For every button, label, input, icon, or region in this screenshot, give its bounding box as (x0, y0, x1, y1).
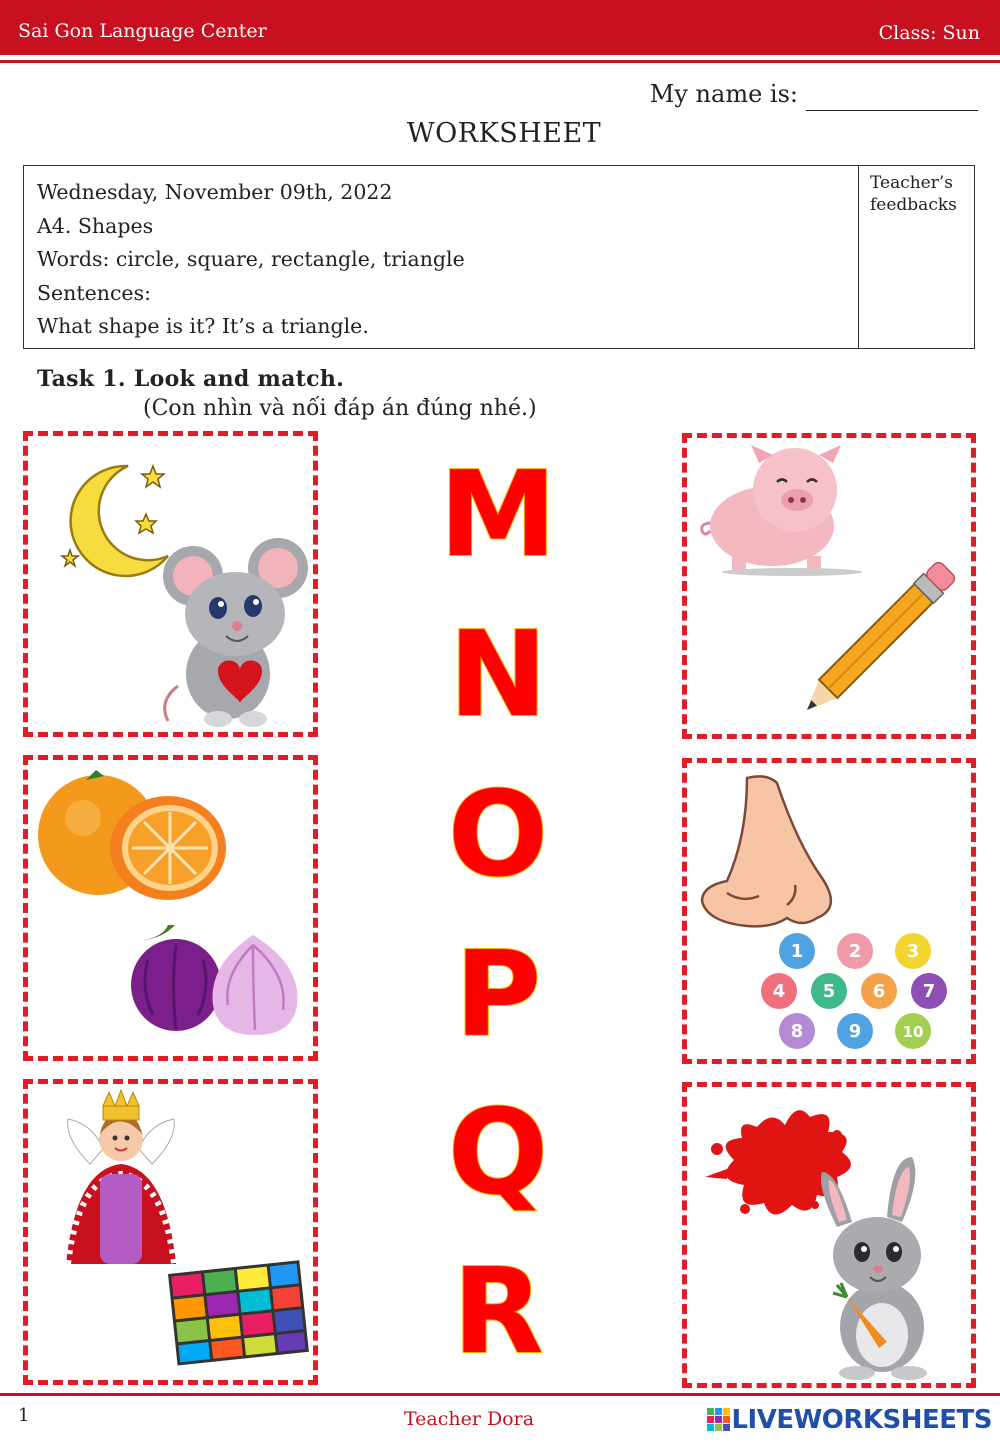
lesson-words: Words: circle, square, rectangle, triangle (37, 247, 465, 271)
name-field[interactable] (650, 80, 978, 111)
name-label: My name is: (649, 80, 798, 108)
lesson-info-box (23, 165, 975, 349)
queen-icon (66, 1090, 176, 1264)
feedback-label-1: Teacher’s (870, 173, 953, 193)
lesson-date: Wednesday, November 09th, 2022 (37, 180, 393, 204)
box-divider (858, 166, 859, 348)
match-card-right-2[interactable] (682, 758, 976, 1064)
number-9: 9 (848, 1021, 862, 1042)
number-3: 3 (906, 941, 920, 962)
pencil-icon (797, 559, 958, 720)
name-blank[interactable] (806, 82, 978, 111)
page-title: WORKSHEET (406, 118, 602, 149)
class-label: Class: Sun (878, 22, 980, 44)
letter-p[interactable]: P (454, 925, 542, 1063)
letter-q[interactable]: Q (447, 1083, 549, 1221)
lesson-sentence: What shape is it? It’s a triangle. (37, 314, 369, 338)
sentences-label: Sentences: (37, 280, 151, 305)
quilt-icon (168, 1260, 309, 1365)
match-card-left-3[interactable] (23, 1079, 318, 1385)
liveworksheets-logo[interactable] (707, 1405, 992, 1435)
page-number: 1 (18, 1405, 30, 1426)
pig-icon (702, 445, 862, 576)
orange-icon (38, 770, 226, 900)
feedback-label-2: feedbacks (870, 195, 957, 215)
number-5: 5 (822, 981, 836, 1002)
center-name: Sai Gon Language Center (18, 20, 267, 42)
teacher-feedback (870, 172, 957, 216)
match-card-left-2[interactable] (23, 755, 318, 1061)
match-card-left-1[interactable] (23, 431, 318, 737)
letter-r[interactable]: R (452, 1242, 544, 1380)
footer-rule (0, 1393, 1000, 1396)
teacher-name: Teacher Dora (403, 1408, 535, 1430)
mouse-icon (163, 538, 308, 727)
number-7: 7 (922, 981, 936, 1002)
liveworksheets-icon (707, 1408, 731, 1432)
nose-icon (702, 776, 831, 926)
match-card-right-3[interactable] (682, 1082, 976, 1388)
letter-o[interactable]: O (447, 765, 549, 903)
letter-n[interactable]: N (448, 605, 548, 743)
number-1: 1 (790, 941, 804, 962)
lesson-title: A4. Shapes (37, 213, 154, 238)
number-8: 8 (790, 1021, 804, 1042)
onion-icon (131, 925, 297, 1035)
numbers-icon (761, 933, 947, 1049)
number-2: 2 (848, 941, 862, 962)
number-4: 4 (772, 981, 786, 1002)
rabbit-icon (821, 1157, 927, 1380)
task-instruction: (Con nhìn và nối đáp án đúng nhé.) (143, 396, 537, 421)
letter-m[interactable]: M (439, 445, 557, 583)
number-6: 6 (872, 981, 886, 1002)
liveworksheets-wordmark: LIVEWORKSHEETS (731, 1405, 992, 1435)
moon-icon (62, 466, 168, 576)
task-heading: Task 1. Look and match. (37, 366, 345, 392)
match-card-right-1[interactable] (682, 433, 976, 739)
header-rule (0, 60, 1000, 63)
number-10: 10 (902, 1023, 924, 1041)
